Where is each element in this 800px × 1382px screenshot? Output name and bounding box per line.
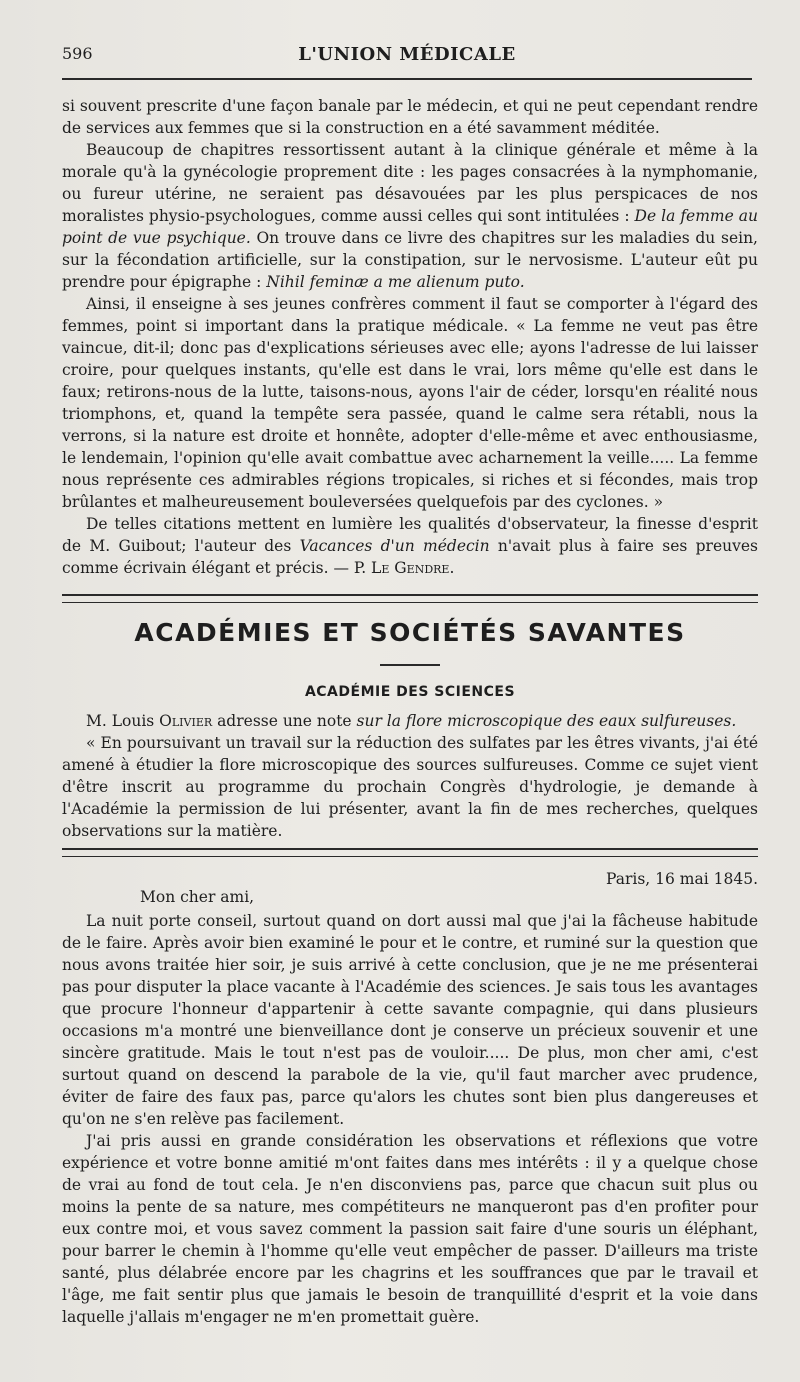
review-p2-text-b: On trouve dans ce livre des chapitres sur les maladies du sein, sur la fécondation artificielle, sur la constipation, sur le nervosisme. L'auteur eût pu prendre pour épigraphe : [62,229,758,291]
page-header [62,42,752,72]
letter-paragraph-1: La nuit porte conseil, surtout quand on dort aussi mal que j'ai la fâcheuse habitude de le faire. Après avoir bien examiné le pour et le contre, et ruminé sur la question que nous avons traitée hier soir, je suis arrivé à cette conclusion, que je ne me présenterai pas pour disputer la place vacante à l'Académie des sciences. Je sais tous les avantages que procure l'honneur d'appartenir à cette savante compagnie, qui dans plusieurs occasions m'a montré une bienveillance dont je conserve un précieux souvenir et une sincère gratitude. Mais le tout n'est pas de vouloir..... De plus, mon cher ami, c'est surtout quand on descend la parabole de la vie, qu'il faut marcher avec prudence, éviter de faire des faux pas, parce qu'alors les chutes sont bien plus dangereuses et qu'on ne s'en relève pas facilement. [62,912,758,1128]
title-rule [380,664,440,666]
review-paragraph-1: si souvent prescrite d'une façon banale par le médecin, et qui ne peut cependant rendre de services aux femmes que si la construction en a été savamment méditée. [62,97,758,137]
running-head: L'UNION MÉDICALE [298,44,516,65]
note-title: sur la flore microscopique des eaux sulfureuses. [356,712,737,730]
letter-paragraph-2: J'ai pris aussi en grande considération les observations et réflexions que votre expérience et votre bonne amitié m'ont faites dans mes intérêts : il y a quelque chose de vrai au fond de tout cela. Je n'en disconviens pas, parce que chacun suit plus ou moins la pente de sa nature, mes compétiteurs ne manqueront pas d'en profiter pour eux contre moi, et vous savez comment la passion sait faire d'une souris un éléphant, pour barrer le chemin à l'homme qu'elle veut empêcher de passer. D'ailleurs ma triste santé, plus délabrée encore par les chagrins et les souffrances que par le travail et l'âge, me fait sentir plus que jamais le besoin de tranquillité d'esprit et la voie dans laquelle j'allais m'engager ne m'en promettait guère. [62,1132,758,1326]
review-signature: Le Gendre. [371,559,455,577]
academy-p1-text-a: M. Louis [86,712,160,730]
review-epigraph: Nihil feminæ a me alienum puto. [266,273,525,291]
page-number: 596 [62,44,93,63]
review-p4-text-a: De telles citations mettent en lumière les qualités d'observateur, la finesse d'esprit de M. Guibout; l'auteur des [62,515,758,555]
book-review-text [62,95,758,579]
subsection-title: ACADÉMIE DES SCIENCES [304,684,516,700]
academy-p1-text-b: adresse une note [212,712,357,730]
letter-divider [62,848,758,857]
review-paragraph-3: Ainsi, il enseigne à ses jeunes confrères comment il faut se comporter à l'égard des femmes, point si important dans la pratique médicale. « La femme ne veut pas être vaincue, dit-il; donc pas d'explications sérieuses avec elle; ayons l'adresse de lui laisser croire, pour quelques instants, qu'elle est dans le vrai, lors même qu'elle est dans le faux; retirons-nous de la lutte, taisons-nous, ayons l'air de céder, lorsqu'en réalité nous triomphons, et, quand la tempête sera passée, quand le calme sera rétabli, nous la verrons, si la nature est droite et honnête, adopter d'elle-même et avec enthousiasme, le lendemain, l'opinion qu'elle avait combattue avec acharnement la veille..... La femme nous représente ces admirables régions tropicales, si riches et si fécondes, mais trop brûlantes et malheureusement bouleversées quelquefois par des cyclones. » [62,295,758,511]
author-name: Olivier [159,712,213,730]
letter-date: Paris, 16 mai 1845. [606,870,758,888]
section-divider [62,594,758,603]
review-paragraph-4 [62,513,758,579]
header-rule [62,78,752,80]
academy-paragraph-2: « En poursuivant un travail sur la réduction des sulfates par les êtres vivants, j'ai été amené à étudier la flore microscopique des sources sulfureuses. Comme ce sujet vient d'être inscrit au programme du prochain Congrès d'hydrologie, je demande à l'Académie la permission de lui présenter, avant la fin de mes recherches, quelques observations sur la matière. [62,734,758,840]
review-p4-italic: Vacances d'un médecin [299,537,490,555]
section-title: ACADÉMIES ET SOCIÉTÉS SAVANTES [134,618,686,647]
review-p2-italic: De la femme au point de vue psychique. [62,207,759,247]
review-paragraph-2 [62,139,758,293]
review-p2-text-a: Beaucoup de chapitres ressortissent autant à la clinique générale et même à la morale qu'à la gynécologie proprement dite : les pages consacrées à la nymphomanie, ou fureur utérine, ne seraient pas désavouées par les plus perspicaces de nos moralistes physio-psychologues, comme aussi celles qui sont intitulées : [62,141,758,225]
letter-salutation: Mon cher ami, [140,888,255,906]
review-p4-text-b: n'avait plus à faire ses preuves comme écrivain élégant et précis. — P. [62,537,758,577]
letter-text [62,910,758,1328]
academy-paragraph-1 [62,710,758,732]
academy-text [62,710,758,842]
